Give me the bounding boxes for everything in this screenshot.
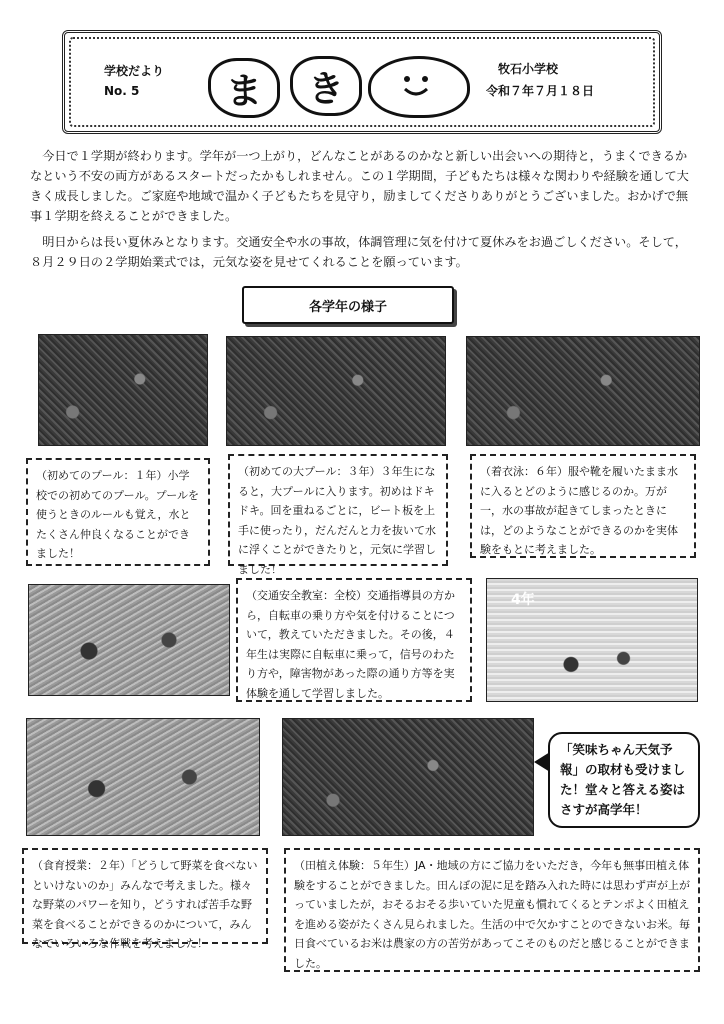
section-title: 各学年の様子	[242, 286, 454, 324]
caption-pool-3rd: （初めての大プール：３年）３年生になると，大プールに入ります。初めはドキドキ。回を重ねるごとに，ビート板を上手に使ったり，だんだんと力を抜いて水に浮くことができたりと，元気に学習しました！	[228, 454, 448, 566]
smiling-cloud-icon	[368, 56, 470, 118]
title-char-ki: き	[290, 56, 362, 116]
intro-paragraph-1: 今日で１学期が終わります。学年が一つ上がり，どんなことがあるのかなと新しい出会いへの期待と，うまくできるかなという不安の両方があるスタートだったかもしれません。この１学期間，子どもたちは様々な関わりや経験を通して大きく成長しました。ご家庭や地域で温かく子どもたちを見守り，励ましてくださりありがとうございました。おかげで無事１学期を終えることができました。	[30, 149, 689, 223]
caption-rice-planting-5th: （田植え体験：５年生）JA・地域の方にご協力をいただき，今年も無事田植え体験をすることができました。田んぼの泥に足を踏み入れた時には思わず声が上がっていましたが，おそるおそる歩いていた児童も慣れてくるとテンポよく田植えを進める姿がたくさん見られました。生活の中で欠かすことのできないお米。毎日食べているお米は農家の方の苦労があってこそのものだと感じることができました。	[284, 848, 700, 972]
intro-text	[30, 146, 698, 272]
caption-pool-1st: （初めてのプール：１年）小学校での初めてのプール。プールを使うときのルールも覚え，水とたくさん仲良くなることができました！	[26, 458, 210, 566]
school-name: 牧石小学校	[498, 62, 559, 76]
clothes-swim-6th-photo	[466, 336, 700, 446]
caption-food-education-2nd: （食育授業：２年）「どうして野菜を食べないといけないのか」みんなで考えました。様々な野菜のパワーを知り，どうすれば苦手な野菜を食べることができるのかについて，みんなでいろいろな作戦を考えました！	[22, 848, 268, 944]
photo-label-4th: 4年	[511, 592, 535, 608]
caption-clothes-swim-6th: （着衣泳：６年）服や靴を履いたまま水に入るとどのように感じるのか。万が一，水の事故が起きてしまったときには，どのようなことができるのかを実体験をもとに考えました。	[470, 454, 696, 558]
issue-date: 令和７年７月１８日	[486, 84, 595, 98]
issue-number: No. 5	[104, 84, 140, 98]
bicycle-practice-4th-photo	[486, 578, 698, 702]
newsletter-label: 学校だより	[104, 64, 165, 78]
title-char-ma: ま	[208, 58, 280, 118]
food-education-classroom-photo	[26, 718, 260, 836]
intro-paragraph-2: 明日からは長い夏休みとなります。交通安全や水の事故，体調管理に気を付けて夏休みをお過ごしください。そして，８月２９日の２学期始業式では，元気な姿を見せてくれることを願っています。	[30, 235, 687, 269]
pool-3rd-grade-photo	[226, 336, 446, 446]
pool-1st-grade-photo	[38, 334, 208, 446]
rice-planting-5th-photo	[282, 718, 534, 836]
caption-traffic-safety: （交通安全教室：全校）交通指導員の方から，自転車の乗り方や気を付けることについて，教えていただきました。その後，４年生は実際に自転車に乗って，信号のわたり方や，障害物があった際の通り方等を実体験を通して学習しました。	[236, 578, 472, 702]
traffic-safety-assembly-photo	[28, 584, 230, 696]
speech-bubble: 「笑味ちゃん天気予報」の取材も受けました！堂々と答える姿はさすが高学年！	[548, 732, 700, 828]
